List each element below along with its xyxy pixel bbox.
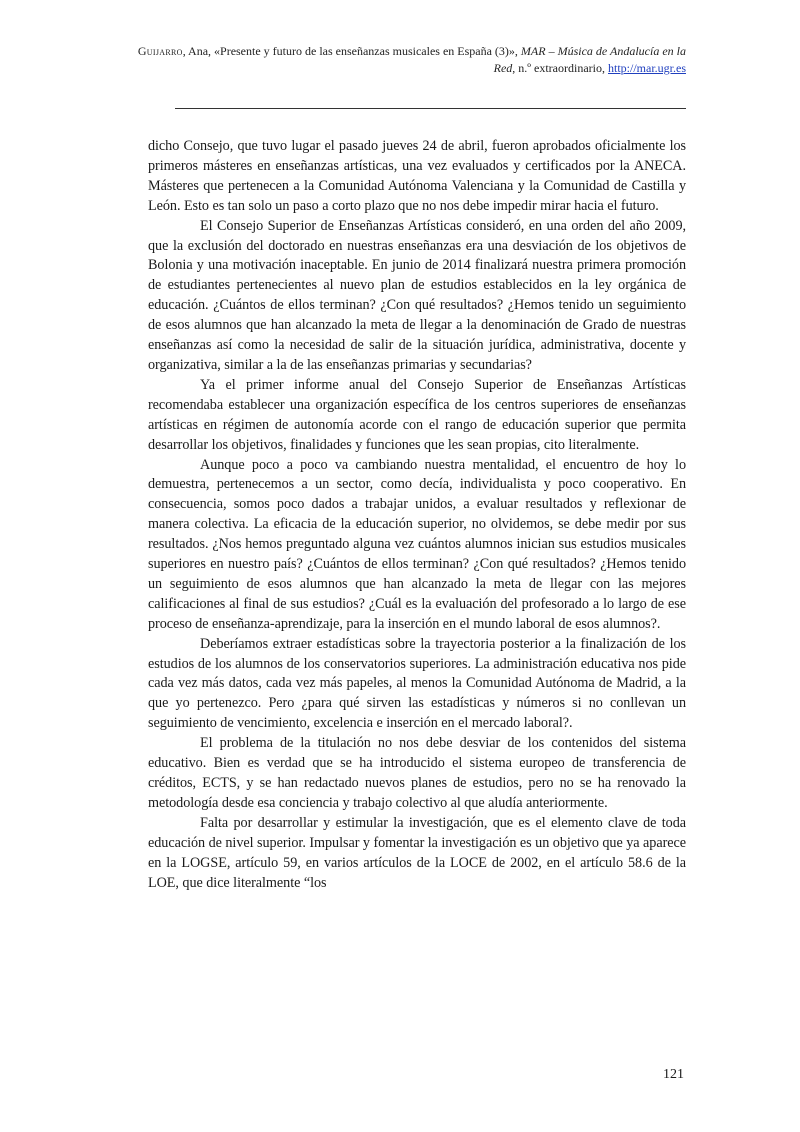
body-text [148, 137, 686, 893]
paragraph: Aunque poco a poco va cambiando nuestra mentalidad, el encuentro de hoy lo demuestra, pertenecemos a un sector, como decía, individualista y poco cooperativo. En consecuencia, somos poco dados a trabajar unidos, a evaluar resultados y reflexionar de manera colectiva. La eficacia de la educación superior, no olvidemos, se debe medir por sus resultados. ¿Nos hemos preguntado alguna vez cuántos alumnos inician sus estudios musicales superiores en nuestro país? ¿Cuántos de ellos terminan? ¿Con qué resultados? ¿Hemos tenido un seguimiento de esos alumnos que han alcanzado la meta de llegar con las mejores calificaciones al final de sus estudios? ¿Cuál es la evaluación del profesorado a lo largo de ese proceso de enseñanza-aprendizaje, para la inserción en el mundo laboral de esos alumnos?. [148, 456, 686, 632]
paragraph: dicho Consejo, que tuvo lugar el pasado jueves 24 de abril, fueron aprobados oficialmente los primeros másteres en enseñanzas artísticas, una vez evaluados y certificados por la ANECA. Másteres que pertenecen a la Comunidad Autónoma Valenciana y la Comunidad de Castilla y León. Esto es tan solo un paso a corto plazo que no nos debe impedir mirar hacia el futuro. [148, 138, 686, 214]
paragraph: Falta por desarrollar y estimular la investigación, que es el elemento clave de toda educación de nivel superior. Impulsar y fomentar la investigación es un objetivo que ya aparece en la LOGSE, artículo 59, en varios artículos de la LOCE de 2002, en el artículo 58.6 de la LOE, que dice literalmente “los [148, 814, 686, 891]
running-header [126, 43, 686, 77]
paragraph: Deberíamos extraer estadísticas sobre la trayectoria posterior a la finalización de los estudios de los alumnos de los conservatorios superiores. La administración educativa nos pide cada vez más datos, cada vez más papeles, al menos la Comunidad Autónoma de Madrid, a la que yo pertenezco. Pero ¿para qué sirven las estadísticas y números si no conllevan un seguimiento de vencimiento, excelencia e inserción en el mercado laboral?. [148, 635, 686, 732]
header-author: Guijarro [137, 44, 183, 58]
paragraph: El Consejo Superior de Enseñanzas Artísticas consideró, en una orden del año 2009, que la exclusión del doctorado en nuestras enseñanzas era una desviación de los objetivos de Bolonia y una motivación inaceptable. En junio de 2014 finalizará nuestra primera promoción de estudiantes pertenecientes al nuevo plan de estudios establecidos en la ley orgánica de educación. ¿Cuántos de ellos terminan? ¿Con qué resultados? ¿Hemos tenido un seguimiento de esos alumnos que han alcanzado la meta de llegar a la denominación de Grado de nuestras enseñanzas así como la necesidad de salir de la situación jurídica, administrativa, docente y organizativa, similar a la de las enseñanzas primarias y secundarias? [148, 217, 686, 373]
header-divider [175, 108, 686, 109]
header-url-link[interactable]: http://mar.ugr.es [608, 61, 686, 75]
page-number: 121 [663, 1067, 684, 1082]
header-journal: MAR – Música de Andalucía en la Red [493, 44, 686, 75]
header-citation: , Ana, «Presente y futuro de las enseñanzas musicales en España (3)», [182, 44, 521, 58]
paragraph: Ya el primer informe anual del Consejo Superior de Enseñanzas Artísticas recomendaba establecer una organización específica de los centros superiores de enseñanzas artísticas en régimen de autonomía acorde con el rango de educación superior que permita desarrollar los objetivos, finalidades y funciones que les sean propias, cito literalmente. [148, 376, 686, 453]
header-issue: , n.º extraordinario, [512, 61, 608, 75]
paragraph: El problema de la titulación no nos debe desviar de los contenidos del sistema educativo. Bien es verdad que se ha introducido el sistema europeo de transferencia de créditos, ECTS, y se han redactado nuevos planes de estudios, pero no se ha renovado la metodología desde esa conciencia y trabajo colectivo al que aludía anteriormente. [148, 735, 686, 811]
